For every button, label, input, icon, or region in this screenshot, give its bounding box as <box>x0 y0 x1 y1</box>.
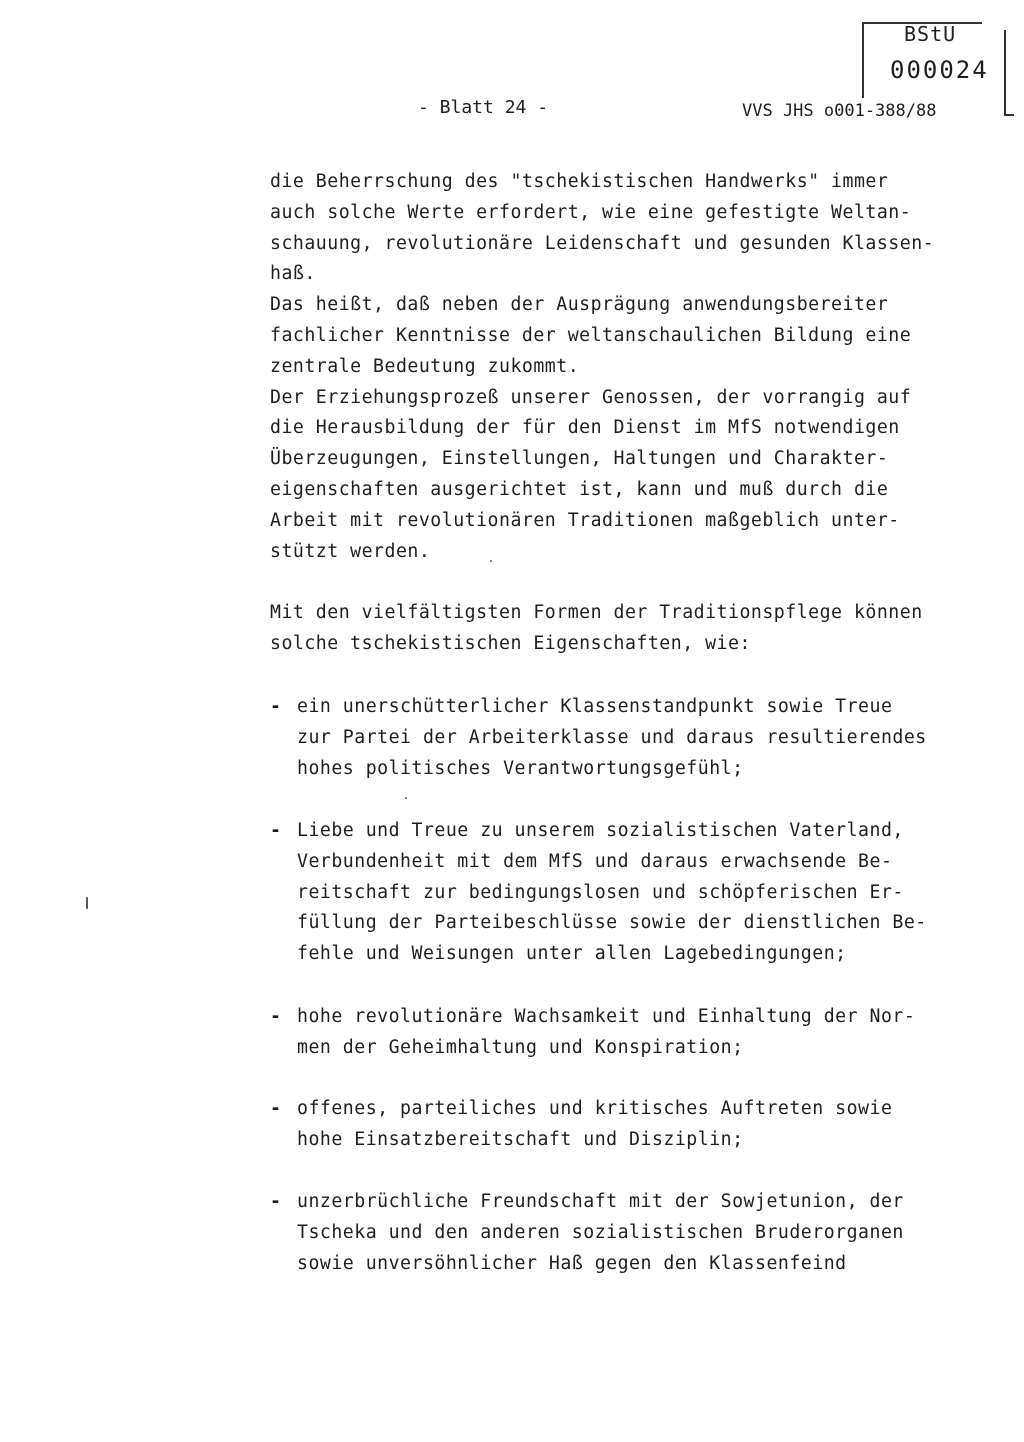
bullet-dash: - <box>270 696 282 717</box>
scan-speck <box>86 897 88 909</box>
stamp-office-label: BStU <box>904 22 957 46</box>
bullet-dash: - <box>270 1006 282 1027</box>
page-label: - Blatt 24 - <box>418 97 549 118</box>
list-item-text: Liebe und Treue zu unserem sozialistischen Vaterland, Verbundenheit mit dem MfS und daraus erwachsende Be- reitschaft zur bedingungslosen und schöpferischen Er- füllung der Parteibeschlüsse sowie der dienstlichen Be- fehle und Weisungen unter allen Lagebedingungen; <box>297 820 927 965</box>
bullet-dash: - <box>270 1191 282 1212</box>
document-reference: VVS JHS o001-388/88 <box>742 101 937 121</box>
scan-speck <box>405 797 407 799</box>
list-item-text: ein unerschütterlicher Klassenstandpunkt sowie Treue zur Partei der Arbeiterklasse und daraus resultierendes hohes politisches Verantwortungsgefühl; <box>297 696 927 779</box>
list-item-text: hohe revolutionäre Wachsamkeit und Einhaltung der Nor- men der Geheimhaltung und Konspiration; <box>297 1006 916 1058</box>
list-item <box>270 816 927 965</box>
scan-speck <box>490 560 492 562</box>
stamp-bracket <box>1004 30 1014 116</box>
bullet-dash: - <box>270 820 282 841</box>
list-item <box>270 692 927 815</box>
bullet-dash: - <box>270 1098 282 1119</box>
list-item-text: offenes, parteiliches und kritisches Auftreten sowie hohe Einsatzbereitschaft und Disziplin; <box>297 1098 893 1150</box>
body-paragraph: die Beherrschung des "tschekistischen Handwerks" immer auch solche Werte erfordert, wie eine gefestigte Weltan- schauung, revolutionäre Leidenschaft und gesunden Klassen- haß. Das heißt, daß neben der Ausprägung anwendungsbereiter fachlicher Kenntnisse der weltanschaulichen Bildung eine zentrale Bedeutung zukommt. Der Erziehungsprozeß unserer Genossen, der vorrangig auf die Herausbildung der für den Dienst im MfS notwendigen Überzeugungen, Einstellungen, Haltungen und Charakter- eigenschaften ausgerichtet ist, kann und muß durch die Arbeit mit revolutionären Traditionen maßgeblich unter- stützt werden. <box>270 171 935 562</box>
list-item <box>270 1187 904 1310</box>
stamp-page-number: 000024 <box>890 56 989 84</box>
list-item-text: unzerbrüchliche Freundschaft mit der Sowjetunion, der Tscheka und den anderen sozialistischen Bruderorganen sowie unversöhnlicher Haß gegen den Klassenfeind <box>297 1191 904 1274</box>
intro-paragraph: Mit den vielfältigsten Formen der Traditionspflege können solche tschekistischen Eigenschaften, wie: <box>270 602 923 654</box>
